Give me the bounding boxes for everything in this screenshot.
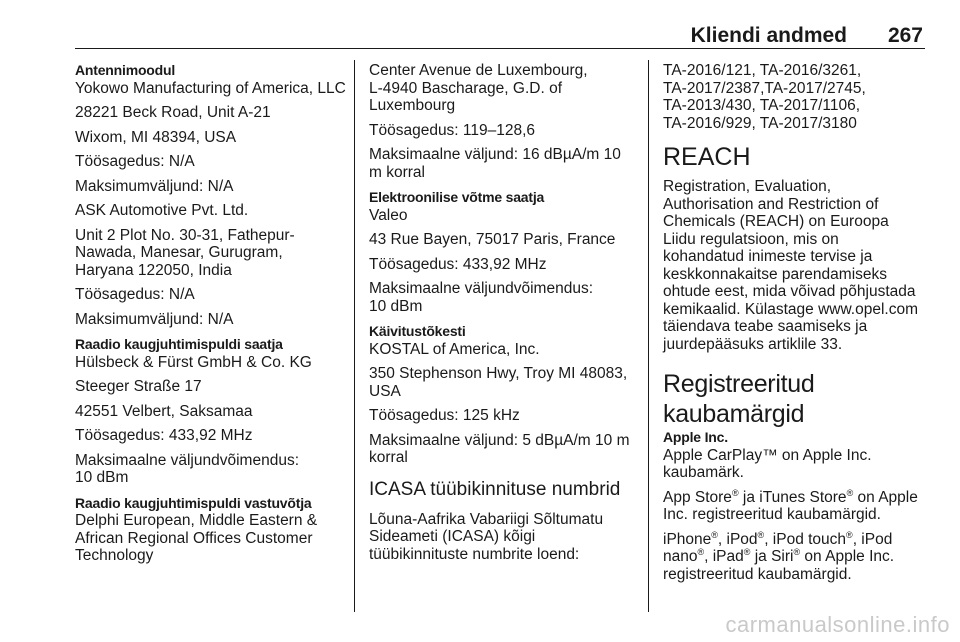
subheading-immobilizer: Käivitustõkesti xyxy=(369,323,466,339)
paragraph: Töösagedus: 433,92 MHz xyxy=(75,427,253,444)
subheading-remote-receiver: Raadio kaugjuhtimispuldi vastuvõtja xyxy=(75,494,312,511)
column-right xyxy=(663,62,935,590)
paragraph: TA-2016/121, TA-2016/3261, TA-2017/2387,TA-2017/2745, TA-2013/430, TA-2017/1106, TA-2016/929, TA-2017/3180 xyxy=(663,62,866,132)
paragraph: ASK Automotive Pvt. Ltd. xyxy=(75,202,249,219)
paragraph: Maksimumväljund: N/A xyxy=(75,177,234,195)
paragraph: KOSTAL of America, Inc. xyxy=(369,340,540,358)
column-middle xyxy=(369,62,641,570)
paragraph: Töösagedus: 433,92 MHz xyxy=(369,255,547,273)
paragraph: Valeo xyxy=(369,206,408,224)
subheading-antenna-module: Antennimoodul xyxy=(75,62,176,78)
heading-icasa: ICASA tüübikinnituse numbrid xyxy=(369,478,621,500)
paragraph: 42551 Velbert, Saksamaa xyxy=(75,402,253,420)
paragraph: Wixom, MI 48394, USA xyxy=(75,128,237,146)
column-left xyxy=(75,62,347,572)
paragraph-devices: iPhone®, iPod®, iPod touch®, iPod nano®, iPad® ja Siri® on Apple Inc. registreeritud kaubamärgid. xyxy=(663,529,895,583)
paragraph: 28221 Beck Road, Unit A-21 xyxy=(75,104,271,121)
paragraph: Töösagedus: N/A xyxy=(75,153,195,170)
paragraph-app-store: App Store® ja iTunes Store® on Apple Inc. registreeritud kaubamärgid. xyxy=(663,487,918,523)
paragraph: 43 Rue Bayen, 75017 Paris, France xyxy=(369,231,616,248)
paragraph: 350 Stephenson Hwy, Troy MI 48083, USA xyxy=(369,365,628,400)
column-divider xyxy=(354,60,355,612)
column-divider xyxy=(648,60,649,612)
watermark-text: carmanualsonline.info xyxy=(725,612,950,637)
paragraph: Delphi European, Middle Eastern & African Regional Offices Customer Technology xyxy=(75,512,318,564)
paragraph: Hülsbeck & Fürst GmbH & Co. KG xyxy=(75,353,312,371)
paragraph: Maksimaalne väljundvõimendus: 10 dBm xyxy=(75,451,300,486)
subheading-apple: Apple Inc. xyxy=(663,429,728,445)
paragraph: Unit 2 Plot No. 30-31, Fathepur- Nawada, Manesar, Gurugram, Haryana 122050, India xyxy=(75,226,295,279)
paragraph: Registration, Evaluation, Authorisation and Restriction of Chemicals (REACH) on Euroopa Liidu regulatsioon, mis on kohandatud inimeste tervise ja keskkonnakaitse parendamiseks ohtude eest, mida võivad põhjustada kemikaalid. Külastage www.opel.com täiendava teabe saamiseks ja juurdepääsuks artiklile 33. xyxy=(663,178,919,353)
paragraph: Töösagedus: N/A xyxy=(75,286,195,303)
heading-reach: REACH xyxy=(663,143,751,171)
paragraph: Maksimumväljund: N/A xyxy=(75,310,234,328)
paragraph: Maksimaalne väljund: 16 dBµA/m 10 m korral xyxy=(369,146,621,181)
paragraph: Lõuna-Aafrika Vabariigi Sõltumatu Sideameti (ICASA) kõigi tüübikinnituste numbrite loend: xyxy=(369,510,604,563)
section-title: Kliendi andmed xyxy=(690,24,847,47)
paragraph: Center Avenue de Luxembourg, L-4940 Bascharage, G.D. of Luxembourg xyxy=(369,62,588,114)
paragraph: Steeger Straße 17 xyxy=(75,378,202,395)
paragraph: Töösagedus: 125 kHz xyxy=(369,407,520,424)
subheading-remote-transmitter: Raadio kaugjuhtimispuldi saatja xyxy=(75,336,283,352)
heading-trademarks: Registreeritud kaubamärgid xyxy=(663,370,815,428)
paragraph: Maksimaalne väljund: 5 dBµA/m 10 m korral xyxy=(369,431,630,466)
paragraph: Maksimaalne väljundvõimendus: 10 dBm xyxy=(369,280,594,315)
paragraph: Yokowo Manufacturing of America, LLC xyxy=(75,79,346,97)
page-header xyxy=(75,24,925,49)
subheading-key-transmitter: Elektroonilise võtme saatja xyxy=(369,189,545,205)
page-number: 267 xyxy=(887,24,923,47)
paragraph: Apple CarPlay™ on Apple Inc. kaubamärk. xyxy=(663,446,872,481)
paragraph: Töösagedus: 119–128,6 xyxy=(369,121,536,139)
